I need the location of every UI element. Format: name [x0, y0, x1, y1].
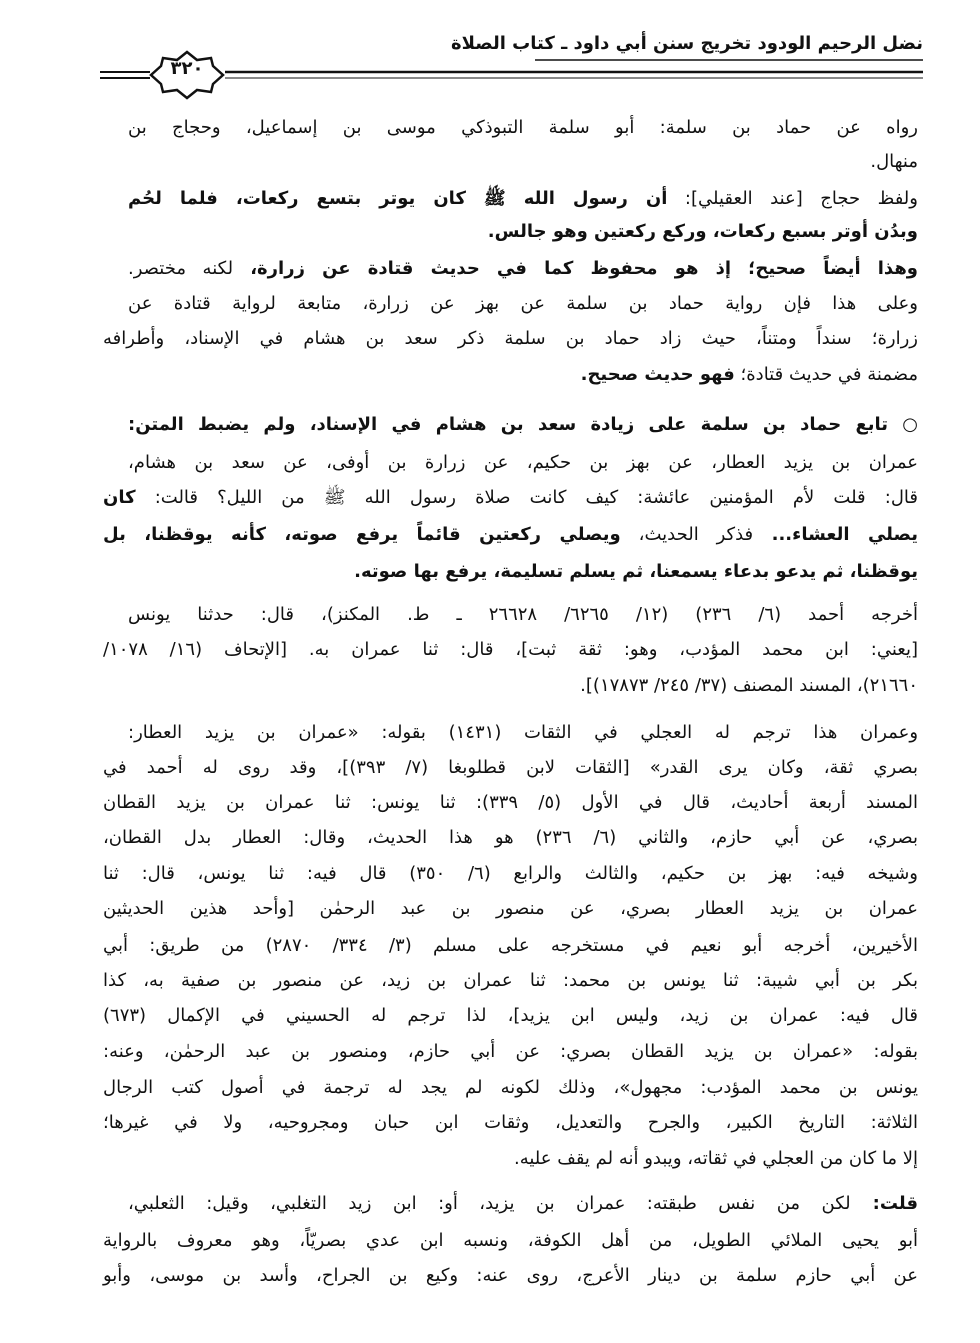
text-segment: ولفظ حجاج [عند العقيلي]:	[667, 188, 918, 209]
text-line	[128, 1189, 918, 1219]
text-segment: أخرجه أحمد (٦/ ٢٣٦) (١٢/ ٦٢٦٥/ ٢٦٦٢٨ ـ ط. المكنز)، قال: حدثنا يونس	[128, 604, 918, 625]
bold-text-segment: ويصلي ركعتين قائماً يرفع صوته، كأنه يوقظنا، بل	[103, 524, 621, 545]
text-segment: أبو يحيى الملائي الطويل، من أهل الكوفة، ونسبه ابن عدي بصريّاً، وهو معروف بالرواية	[103, 1230, 918, 1251]
text-segment: ٢١٦٦٠)، المسند المصنف (٣٧/ ٢٤٥/ ١٧٨٧٣)].	[580, 675, 918, 696]
text-segment: الأخيرين، أخرجه أبو نعيم في مستخرجه على مسلم (٣/ ٣٣٤/ ٢٨٧٠) من طريق: أبي	[103, 935, 918, 956]
text-segment: قال: قلت لأم المؤمنين عائشة: كيف كانت صلاة رسول الله ﷺ من الليل؟ قالت:	[135, 487, 918, 508]
text-segment: بكر بن أبي شيبة: ثنا يونس بن محمد: ثنا عمران بن زيد، عن منصور بن صفية به، كذا	[103, 970, 918, 991]
text-line	[103, 1073, 918, 1103]
text-line	[103, 1108, 918, 1138]
text-segment: وشيخه فيه: بهز بن حكيم، والثالث والرابع (٦/ ٣٥٠) قال فيه: ثنا يونس، قال: ثنا	[103, 863, 918, 884]
text-segment: منهال.	[870, 151, 918, 172]
text-line	[128, 448, 918, 478]
header-rule-ornament	[95, 0, 925, 110]
text-segment: بقوله: «عمران بن يزيد القطان بصري: عن أبي حازم، ومنصور بن عبد الرحمٰن، وعنه:	[103, 1041, 918, 1062]
bold-text-segment: كان	[103, 487, 136, 508]
text-line	[103, 217, 918, 247]
bold-text-segment: وبدُن أوتر بسبع ركعات، وركع ركعتين وهو جالس.	[487, 221, 918, 242]
text-segment: المسند أربعة أحاديث، قال في الأول (٥/ ٣٣٩): ثنا يونس: ثنا عمران بن يزيد القطان	[103, 792, 918, 813]
text-line	[103, 1001, 918, 1031]
running-title: نضل الرحيم الودود تخريج سنن أبي داود ـ كتاب الصلاة	[450, 33, 923, 54]
text-line	[103, 931, 918, 961]
text-segment: إلا ما كان من العجلي في ثقاته، ويبدو أنه لم يقف عليه.	[513, 1148, 918, 1169]
text-line	[128, 254, 918, 284]
text-line	[103, 147, 918, 177]
text-line	[103, 1037, 918, 1067]
bold-text-segment: وهذا أيضاً صحيح؛ إذ هو محفوظ كما في حديث قتادة عن زرارة،	[233, 258, 918, 279]
text-segment: يونس بن محمد المؤدب: مجهول»، وذلك لكونه لم يجد له ترجمة في أصول كتب الرجال	[103, 1077, 918, 1098]
text-segment: [يعني: ابن محمد المؤدب، وهو: ثقة ثبت]، قال: ثنا عمران به. [الإتحاف (١٦/ ١٠٧٨/	[103, 639, 918, 660]
text-line	[128, 184, 918, 214]
page-number: ٣٢٠	[170, 58, 204, 79]
text-segment: مضمنة في حديث قتادة؛	[734, 364, 918, 385]
text-line	[103, 788, 918, 818]
text-segment: عن أبي حازم سلمة بن دينار الأعرج، روى عنه: وكيع بن الجراح، وأسد بن موسى، وأبو	[103, 1265, 918, 1286]
text-segment: فذكر الحديث،	[620, 524, 754, 545]
text-line	[128, 410, 918, 440]
text-line	[103, 966, 918, 996]
text-segment: وعلى هذا فإن رواية حماد بن سلمة عن بهز عن زرارة، متابعة لرواية قتادة عن	[128, 293, 918, 314]
text-segment: عمران بن يزيد العطار، عن بهز بن حكيم، عن زرارة بن أوفى، عن سعد بن هشام،	[128, 452, 918, 473]
text-line	[128, 289, 918, 319]
text-line	[103, 520, 918, 550]
text-segment: قال فيه: عمران بن زيد، وليس ابن يزيد]، لذا ترجم له الحسيني في الإكمال (٦٧٣)	[103, 1005, 918, 1026]
text-line	[128, 600, 918, 630]
bold-text-segment: فهو حديث صحيح.	[580, 364, 735, 385]
text-line	[128, 718, 918, 748]
text-segment: لكن من نفس طبقته: عمران بن يزيد، أو: ابن زيد التغلبي، وقيل: الثعلبي،	[128, 1193, 851, 1214]
text-line	[103, 1261, 918, 1291]
bold-text-segment: أن رسول الله ﷺ كان يوتر بتسع ركعات، فلما لحُم	[128, 188, 668, 209]
text-line	[103, 360, 918, 390]
bold-text-segment: يصلي العشاء...	[753, 524, 919, 545]
text-line	[103, 557, 918, 587]
page-header	[95, 0, 925, 110]
text-line	[103, 1144, 918, 1174]
text-line	[103, 635, 918, 665]
bold-text-segment: يوقظنا، ثم يدعو بدعاء يسمعنا، ثم يسلم تسليمة، يرفع بها صوته.	[354, 561, 918, 582]
text-line	[128, 113, 918, 143]
bold-text-segment: ○ تابع حماد بن سلمة على زيادة سعد بن هشام في الإسناد، ولم يضبط المتن:	[128, 414, 918, 435]
text-segment: لكنه مختصر.	[128, 258, 234, 279]
text-line	[103, 1226, 918, 1256]
text-line	[103, 671, 918, 701]
text-line	[103, 859, 918, 889]
text-segment: الثلاثة: التاريخ الكبير، والجرح والتعديل، وثقات ابن حبان ومجروحيه، ولا في غيرها؛	[103, 1112, 918, 1133]
text-segment: بصري ثقة، وكان يرى القدر» [الثقات لابن قطلوبغا (٧/ ٣٩٣)]، وقد روى له أحمد في	[103, 757, 918, 778]
text-line	[103, 823, 918, 853]
text-line	[103, 753, 918, 783]
text-line	[103, 483, 918, 513]
text-segment: وعمران هذا ترجم له العجلي في الثقات (١٤٣١) بقوله: «عمران بن يزيد العطار:	[128, 722, 919, 743]
bold-text-segment: قلت:	[850, 1193, 919, 1214]
text-segment: عمران بن يزيد العطار بصري، عن منصور بن عبد الرحمٰن [وأحد هذين الحديثين	[103, 898, 918, 919]
text-segment: زرارة؛ سنداً ومتناً، حيث زاد حماد بن سلمة ذكر سعد بن هشام في الإسناد، وأطرافه	[103, 328, 918, 349]
text-segment: بصري، عن أبي حازم، والثاني (٦/ ٢٣٦) هو هذا الحديث، وقال: العطار بدل القطان،	[103, 827, 918, 848]
text-segment: رواه عن حماد بن سلمة: أبو سلمة التبوذكي موسى بن إسماعيل، وحجاج بن	[128, 117, 918, 138]
text-line	[103, 894, 918, 924]
text-line	[103, 324, 918, 354]
